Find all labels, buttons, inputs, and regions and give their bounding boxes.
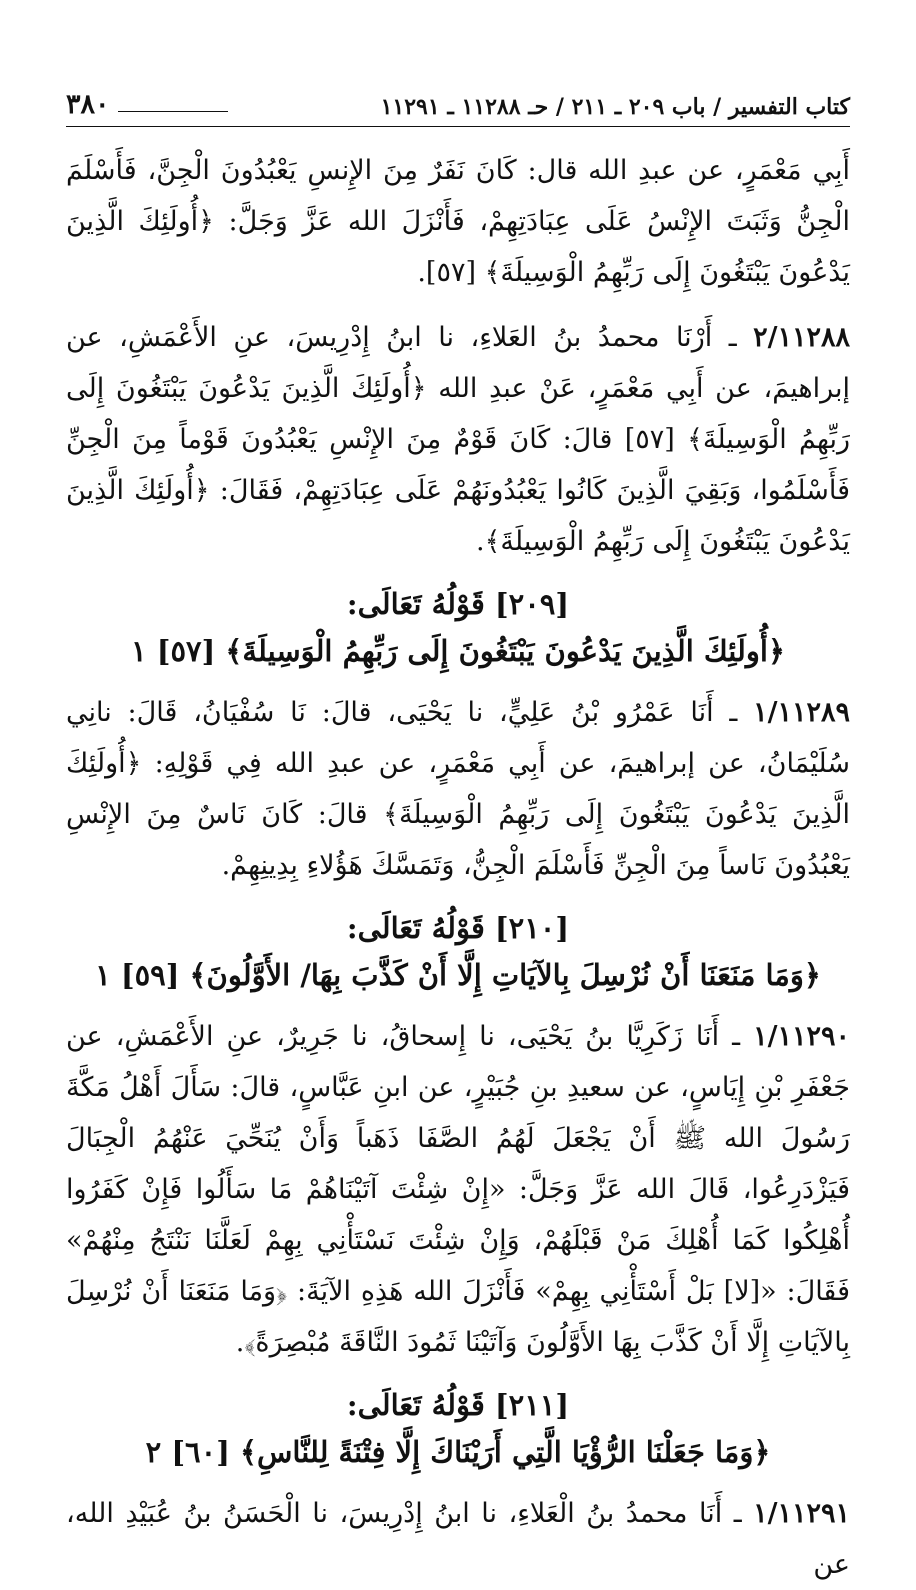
section-verse: ﴿وَمَا مَنَعَنَا أَنْ نُرْسِلَ بِالآيَاتِ إِلَّا أَنْ كَذَّبَ بِهَا/ الأَوَّلُونَ﴾ [٥٩] ١ — [95, 958, 821, 992]
header-title: كتاب التفسير / باب ٢٠٩ ـ ٢١١ / حـ ١١٢٨٨ ـ ١١٢٩١ — [380, 94, 850, 120]
hadith-11290 — [66, 1011, 850, 1368]
paragraph-continuation — [66, 145, 850, 298]
section-verse: ﴿وَمَا جَعَلْنَا الرُّؤْيَا الَّتِي أَرَيْنَاكَ إِلَّا فِتْنَةً لِلنَّاسِ﴾ [٦٠] ٢ — [145, 1435, 771, 1469]
header-rule — [118, 111, 228, 112]
hadith-number: ١/١١٢٩١ — [753, 1498, 850, 1529]
hadith-text: ـ أَنَا زَكَرِيَّا بنُ يَحْيَى، نا إِسحاقُ، نا جَرِيرٌ، عنِ الأَعْمَشِ، عن جَعْفَرِ بْنِ إِيَاسٍ، عن سعيدِ بنِ جُبَيْرٍ، عن ابنِ عَبَّاسٍ، قالَ: سَأَلَ أَهْلُ مَكَّةَ رَسُولَ الله ﷺ أَنْ يَجْعَلَ لَهُمُ الصَّفَا ذَهَباً وَأَنْ يُنَحِّيَ عَنْهُمُ الْجِبَالَ فَيَزْدَرِعُوا، قَالَ الله عَزَّ وَجَلَّ: «إِنْ شِئْتَ آتَيْنَاهُمْ مَا سَأَلُوا فَإِنْ كَفَرُوا أُهْلِكُوا كَمَا أُهْلِكَ مَنْ قَبْلَهُمْ، وَإِنْ شِئْتَ نَسْتَأْنِي بِهِمْ لَعَلَّنَا نَنْتَجُ مِنْهُمْ» فَقَالَ: «[لا] بَلْ أَسْتَأْنِي بِهِمْ» فَأَنْزَلَ الله هَذِهِ الآيَةَ: ﴿وَمَا مَنَعَنَا أَنْ نُرْسِلَ بِالآيَاتِ إِلَّا أَنْ كَذَّبَ بِهَا الأَوَّلُونَ وَآتَيْنَا ثَمُودَ النَّاقَةَ مُبْصِرَةً﴾. — [66, 1021, 850, 1358]
section-209 — [66, 581, 850, 675]
hadith-number: ١/١١٢٨٩ — [753, 697, 850, 728]
running-header — [66, 90, 850, 127]
hadith-11288 — [66, 312, 850, 567]
hadith-text: ـ أَرْنَا محمدُ بنُ العَلاءِ، نا ابنُ إِدْرِيسَ، عنِ الأَعْمَشِ، عن إبراهيمَ، عن أَبِي مَعْمَرٍ، عَنْ عبدِ الله ﴿أُولَئِكَ الَّذِينَ يَدْعُونَ يَبْتَغُونَ إِلَى رَبِّهِمُ الْوَسِيلَةَ﴾ [٥٧] قالَ: كَانَ قَوْمٌ مِنَ الإِنْسِ يَعْبُدُونَ قَوْماً مِنَ الْجِنِّ فَأَسْلَمُوا، وَبَقِيَ الَّذِينَ كَانُوا يَعْبُدُونَهُمْ عَلَى عِبَادَتِهِمْ، فَقَالَ: ﴿أُولَئِكَ الَّذِينَ يَدْعُونَ يَبْتَغُونَ إِلَى رَبِّهِمُ الْوَسِيلَةَ﴾. — [66, 322, 850, 557]
section-heading: [٢٠٩] قَوْلُهُ تَعَالَى: — [346, 587, 570, 621]
page-content — [66, 145, 850, 1590]
hadith-text: ـ أَنَا محمدُ بنُ الْعَلاءِ، نا ابنُ إِدْرِيسَ، نا الْحَسَنُ بنُ عُبَيْدِ الله، عن — [66, 1498, 850, 1580]
section-heading: [٢١٠] قَوْلُهُ تَعَالَى: — [346, 911, 570, 945]
section-210 — [66, 905, 850, 999]
section-heading: [٢١١] قَوْلُهُ تَعَالَى: — [346, 1388, 570, 1422]
hadith-11291 — [66, 1488, 850, 1590]
hadith-11289 — [66, 687, 850, 891]
section-211 — [66, 1382, 850, 1476]
header-page-number-group — [66, 89, 228, 120]
hadith-number: ٢/١١٢٨٨ — [753, 322, 850, 353]
hadith-text: ـ أَنَا عَمْرُو بْنُ عَلِيٍّ، نا يَحْيَى، قالَ: نَا سُفْيَانُ، قَالَ: نانِي سُلَيْمَانُ، عن إبراهيمَ، عن أَبِي مَعْمَرٍ، عن عبدِ الله فِي قَوْلِهِ: ﴿أُولَئِكَ الَّذِينَ يَدْعُونَ يَبْتَغُونَ إِلَى رَبِّهِمُ الْوَسِيلَةَ﴾ قالَ: كَانَ نَاسٌ مِنَ الإِنْسِ يَعْبُدُونَ نَاساً مِنَ الْجِنِّ فَأَسْلَمَ الْجِنُّ، وَتَمَسَّكَ هَؤُلاءِ بِدِينِهِمْ. — [66, 697, 850, 881]
section-verse: ﴿أُولَئِكَ الَّذِينَ يَدْعُونَ يَبْتَغُونَ إِلَى رَبِّهِمُ الْوَسِيلَةَ﴾ [٥٧] ١ — [131, 634, 785, 668]
paragraph-text: أَبِي مَعْمَرٍ، عن عبدِ الله قال: كَانَ نَفَرٌ مِنَ الإِنسِ يَعْبُدُونَ الْجِنَّ، فَأَسْلَمَ الْجِنُّ وَثَبَتَ الإِنْسُ عَلَى عِبَادَتِهِمْ، فَأَنْزَلَ الله عَزَّ وَجَلَّ: ﴿أُولَئِكَ الَّذِينَ يَدْعُونَ يَبْتَغُونَ إِلَى رَبِّهِمُ الْوَسِيلَةَ﴾ [٥٧]. — [66, 155, 850, 288]
page-number: ٣٨٠ — [66, 89, 110, 120]
hadith-number: ١/١١٢٩٠ — [753, 1021, 850, 1052]
